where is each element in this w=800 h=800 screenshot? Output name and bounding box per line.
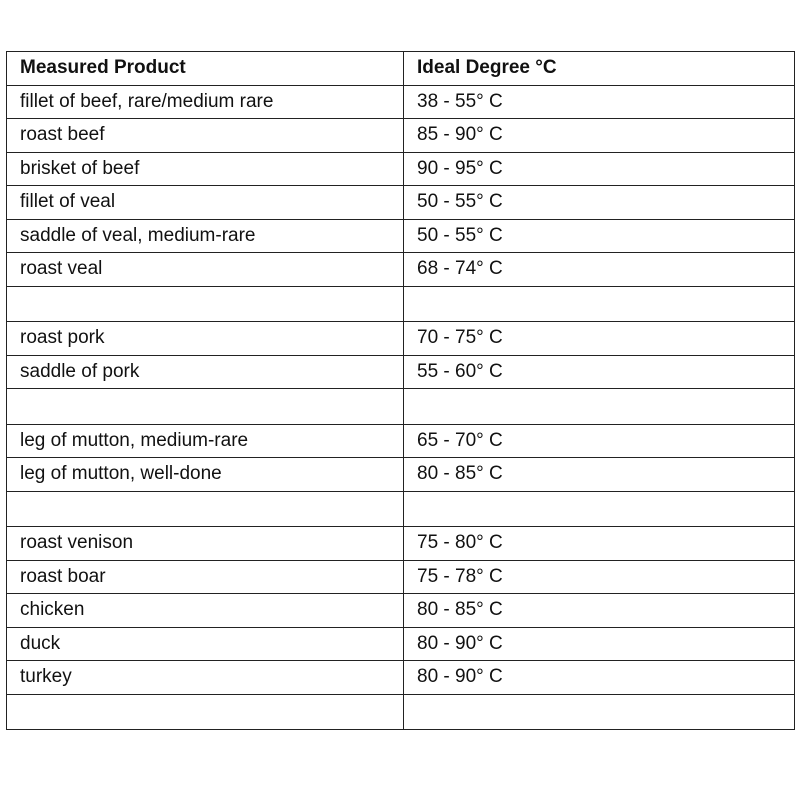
empty-table-row (7, 491, 795, 527)
product-cell: roast beef (7, 119, 404, 153)
table-row (7, 322, 795, 356)
temperature-cell: 68 - 74° C (404, 253, 795, 287)
temperature-table (6, 51, 795, 730)
product-cell (7, 286, 404, 322)
temperature-cell: 90 - 95° C (404, 152, 795, 186)
table-row (7, 458, 795, 492)
table-row (7, 527, 795, 561)
product-cell: duck (7, 627, 404, 661)
table-row (7, 152, 795, 186)
product-cell: chicken (7, 594, 404, 628)
temperature-cell: 80 - 85° C (404, 458, 795, 492)
temperature-cell: 75 - 80° C (404, 527, 795, 561)
product-cell (7, 491, 404, 527)
product-cell: fillet of veal (7, 186, 404, 220)
table-row (7, 627, 795, 661)
temperature-table-container (6, 51, 795, 730)
temperature-cell: 50 - 55° C (404, 219, 795, 253)
product-cell: turkey (7, 661, 404, 695)
temperature-cell: 80 - 90° C (404, 661, 795, 695)
temperature-cell (404, 286, 795, 322)
product-cell (7, 694, 404, 730)
product-cell: brisket of beef (7, 152, 404, 186)
temperature-cell: 75 - 78° C (404, 560, 795, 594)
empty-table-row (7, 286, 795, 322)
table-row (7, 85, 795, 119)
product-cell: roast venison (7, 527, 404, 561)
product-cell: leg of mutton, well-done (7, 458, 404, 492)
temperature-cell: 55 - 60° C (404, 355, 795, 389)
header-row (7, 52, 795, 86)
empty-table-row (7, 694, 795, 730)
table-row (7, 119, 795, 153)
product-cell: roast veal (7, 253, 404, 287)
table-row (7, 594, 795, 628)
product-cell: roast boar (7, 560, 404, 594)
product-cell: saddle of veal, medium-rare (7, 219, 404, 253)
temperature-cell: 85 - 90° C (404, 119, 795, 153)
temperature-cell: 38 - 55° C (404, 85, 795, 119)
temperature-cell: 50 - 55° C (404, 186, 795, 220)
header-ideal-degree: Ideal Degree °C (404, 52, 795, 86)
product-cell: saddle of pork (7, 355, 404, 389)
temperature-cell: 70 - 75° C (404, 322, 795, 356)
table-row (7, 253, 795, 287)
header-measured-product: Measured Product (7, 52, 404, 86)
temperature-cell (404, 389, 795, 425)
temperature-cell (404, 694, 795, 730)
table-row (7, 424, 795, 458)
table-row (7, 219, 795, 253)
table-row (7, 186, 795, 220)
product-cell: fillet of beef, rare/medium rare (7, 85, 404, 119)
temperature-cell: 80 - 90° C (404, 627, 795, 661)
table-row (7, 661, 795, 695)
temperature-cell (404, 491, 795, 527)
temperature-cell: 80 - 85° C (404, 594, 795, 628)
product-cell: roast pork (7, 322, 404, 356)
table-row (7, 355, 795, 389)
temperature-cell: 65 - 70° C (404, 424, 795, 458)
product-cell (7, 389, 404, 425)
empty-table-row (7, 389, 795, 425)
product-cell: leg of mutton, medium-rare (7, 424, 404, 458)
table-row (7, 560, 795, 594)
